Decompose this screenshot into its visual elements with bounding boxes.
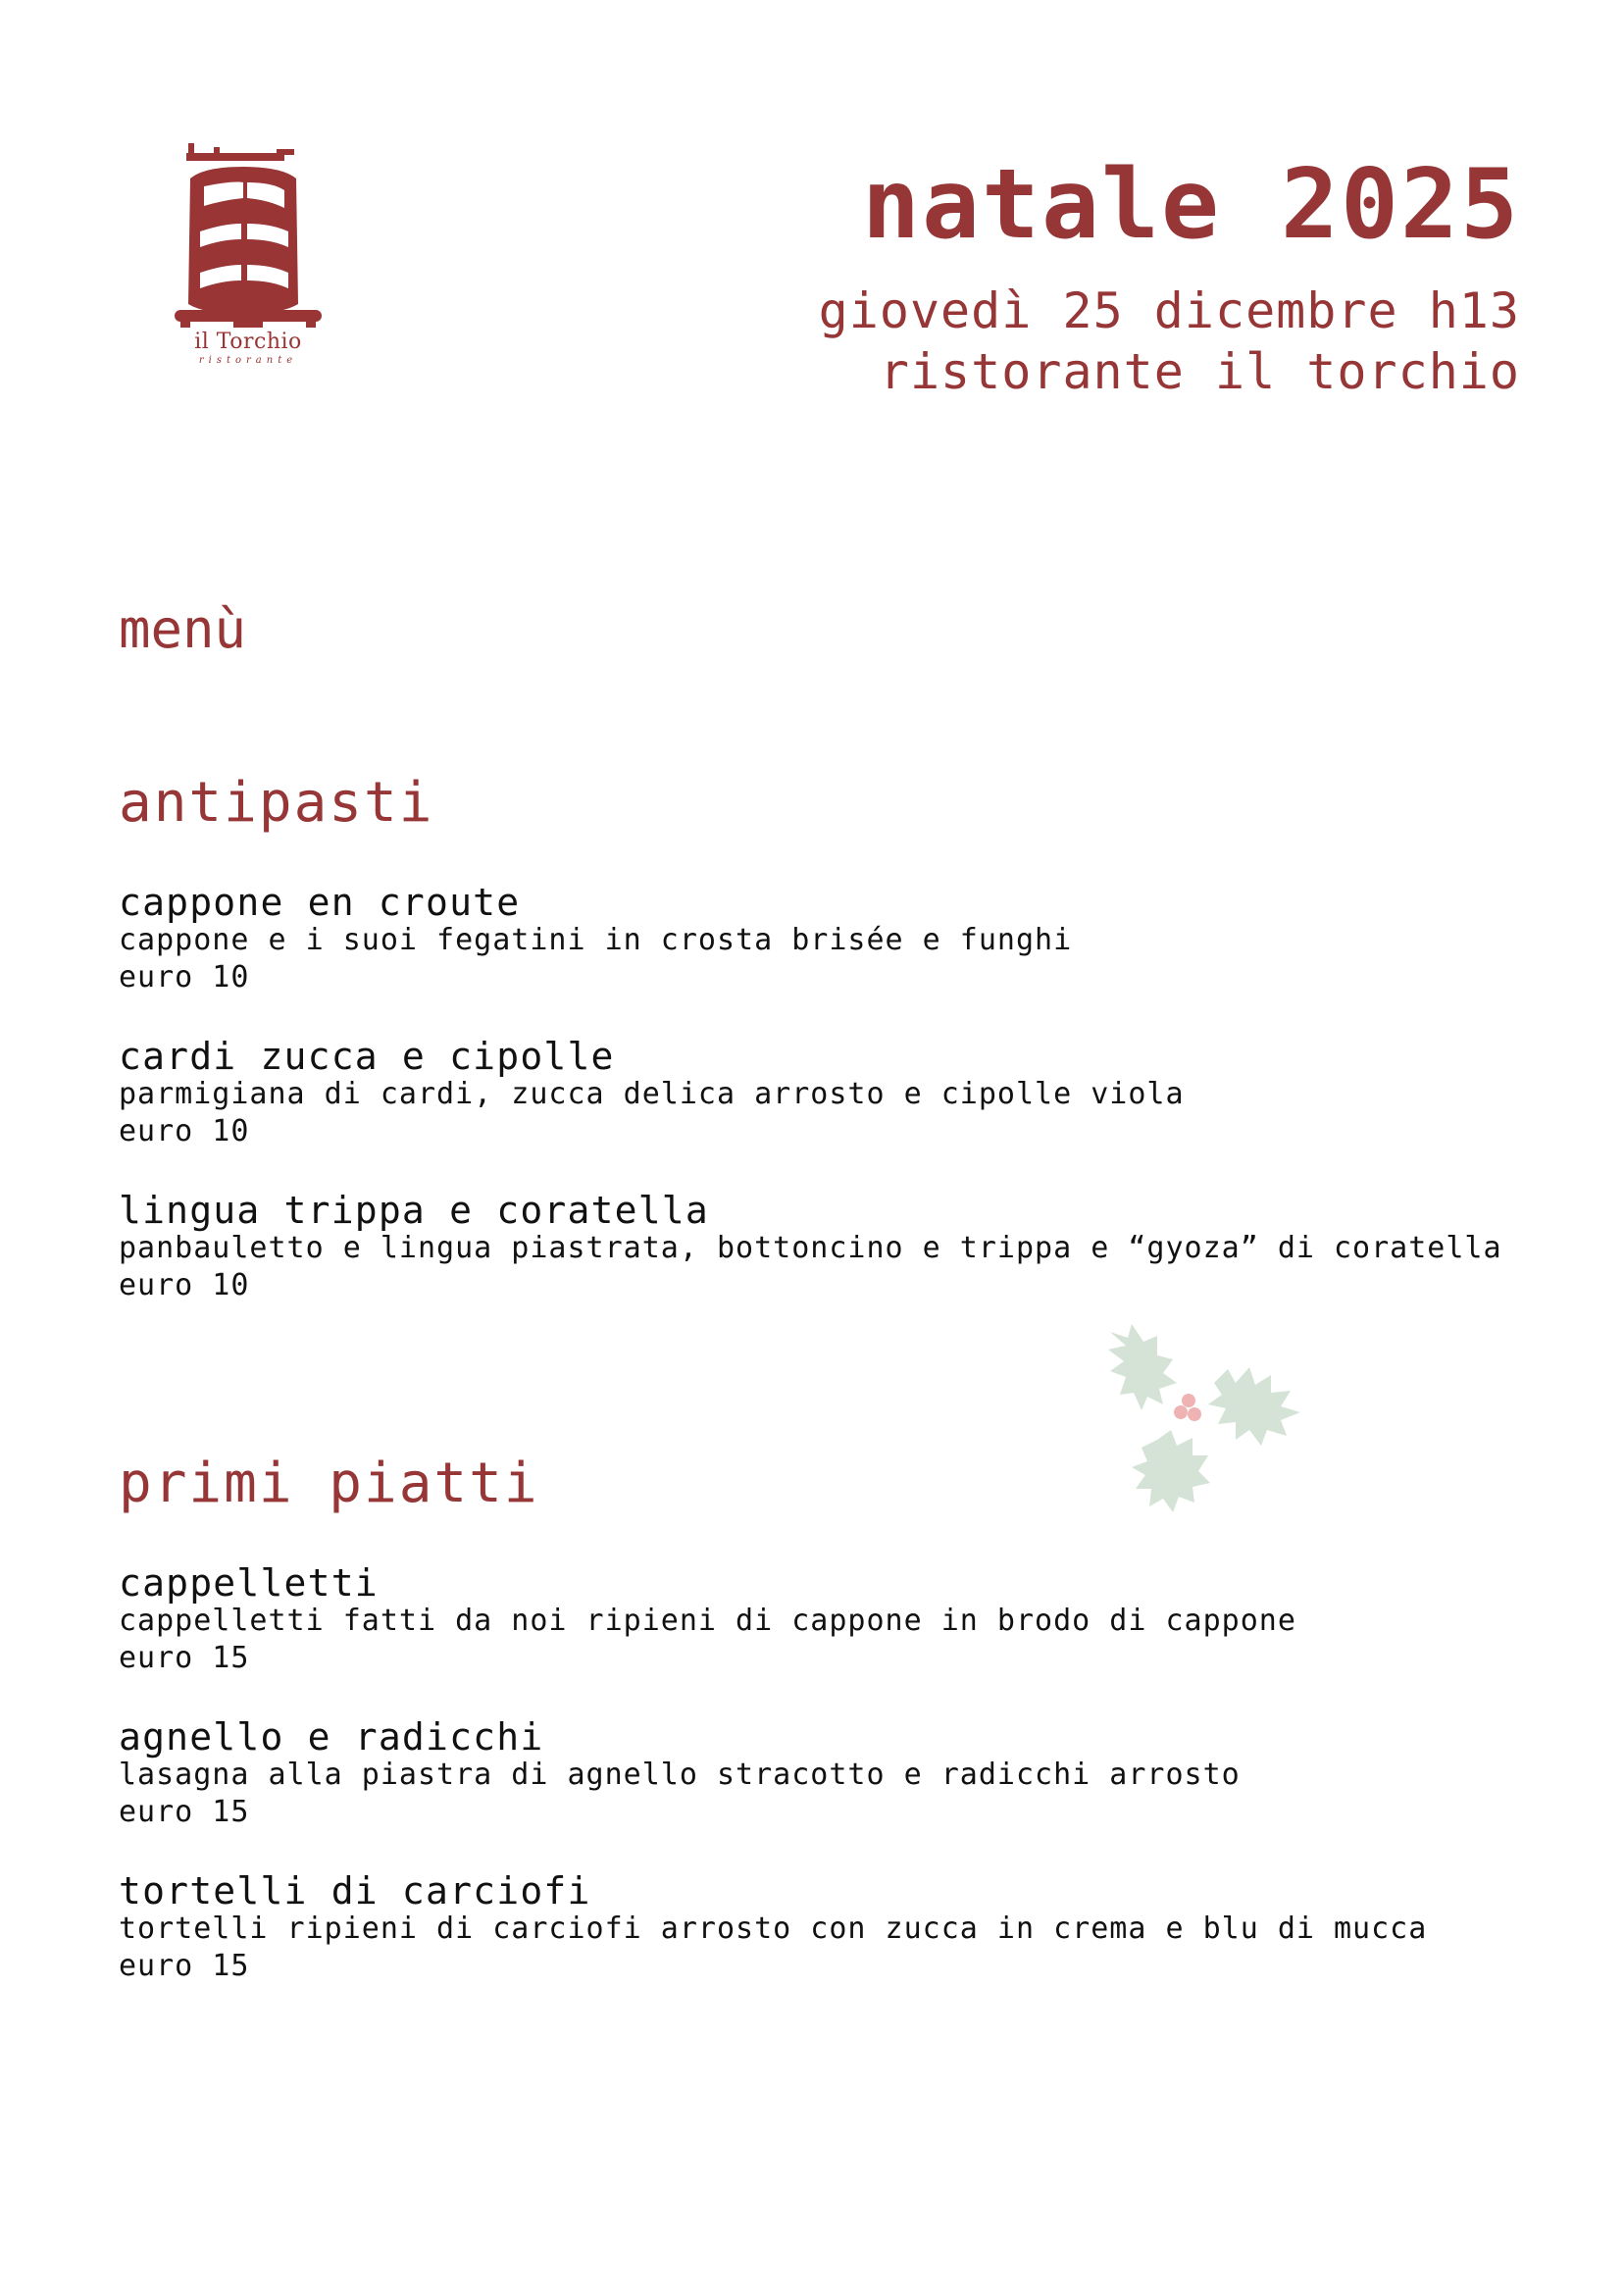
holly-sprig-icon: [1098, 1314, 1353, 1540]
menu-label: menù: [119, 598, 247, 660]
dish-description: cappelletti fatti da noi ripieni di cappone in brodo di cappone: [119, 1604, 1296, 1638]
antipasti-list: [119, 883, 1511, 1345]
event-header: [818, 149, 1520, 402]
event-venue: ristorante il torchio: [879, 343, 1520, 400]
event-date: giovedì 25 dicembre h13: [818, 282, 1520, 339]
dish-name: agnello e radicchi: [119, 1715, 544, 1759]
section-heading-antipasti: antipasti: [119, 771, 434, 835]
primi-piatti-list: [119, 1563, 1511, 2025]
dish-price: euro 15: [119, 1795, 250, 1829]
event-title: natale 2025: [861, 149, 1520, 261]
dish-description: lasagna alla piastra di agnello stracotto e radicchi arrosto: [119, 1758, 1241, 1792]
dish-name: cappelletti: [119, 1561, 379, 1605]
dish-description: cappone e i suoi fegatini in crosta brisée e funghi: [119, 923, 1073, 957]
dish-item: [119, 1717, 1511, 1871]
dish-item: [119, 1871, 1511, 2025]
dish-price: euro 10: [119, 1114, 250, 1148]
dish-price: euro 15: [119, 1949, 250, 1983]
wine-press-logo-icon: [175, 137, 322, 333]
section-heading-primi-piatti: primi piatti: [119, 1452, 539, 1515]
dish-price: euro 15: [119, 1641, 250, 1675]
dish-name: tortelli di carciofi: [119, 1869, 591, 1912]
dish-item: [119, 883, 1511, 1037]
logo-name: il Torchio: [194, 330, 302, 354]
dish-name: lingua trippa e coratella: [119, 1189, 709, 1232]
dish-item: [119, 1037, 1511, 1191]
dish-description: panbauletto e lingua piastrata, bottoncino e trippa e “gyoza” di coratella: [119, 1231, 1502, 1265]
dish-price: euro 10: [119, 1268, 250, 1302]
dish-name: cardi zucca e cipolle: [119, 1035, 615, 1078]
dish-item: [119, 1563, 1511, 1717]
logo-subtitle: ristorante: [198, 355, 298, 366]
dish-price: euro 10: [119, 960, 250, 994]
dish-description: parmigiana di cardi, zucca delica arrosto e cipolle viola: [119, 1077, 1185, 1111]
restaurant-logo: [175, 137, 331, 373]
dish-description: tortelli ripieni di carciofi arrosto con zucca in crema e blu di mucca: [119, 1912, 1428, 1946]
dish-name: cappone en croute: [119, 881, 521, 924]
